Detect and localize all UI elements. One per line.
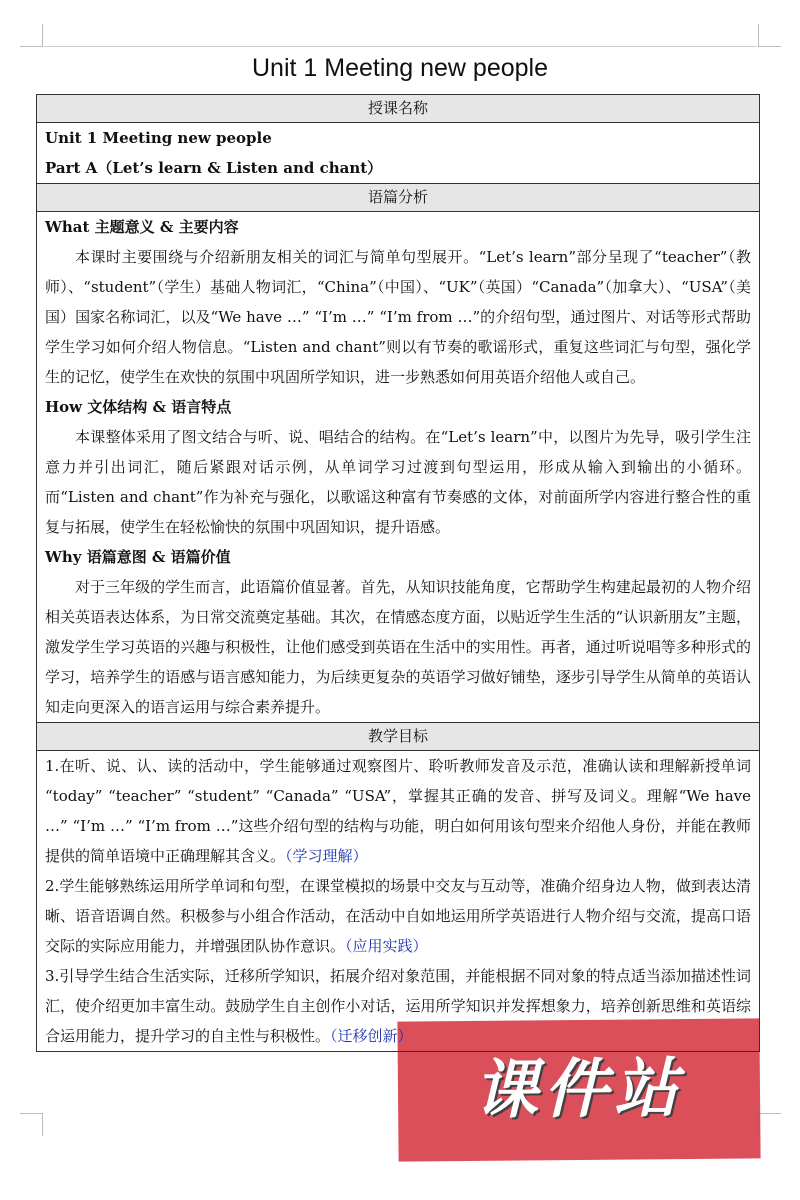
objective-tag: （学习理解） [285, 847, 368, 865]
objective-text: 3.引导学生结合生活实际，迁移所学知识，拓展介绍对象范围，并能根据不同对象的特点适当添加描述性词汇，使介绍更加丰富生动。鼓励学生自主创作小对话，运用所学知识并发挥想象力，培养创新思维和英语综合运用能力，提升学习的自主性与积极性。 [45, 967, 751, 1045]
objectives-cell [37, 751, 760, 1052]
objective-item [45, 871, 751, 961]
text-analysis-cell [37, 212, 760, 723]
lesson-name-cell [37, 123, 760, 184]
page-corner-mark [758, 24, 781, 47]
objective-text: 1.在听、说、认、读的活动中，学生能够通过观察图片、聆听教师发音及示范，准确认读和理解新授单词 “today” “teacher” “student” “Canada” “USA”，掌握其正确的发音、拼写及词义。理解“We have …” “I’m …” “I’m from …”这些介绍句型的结构与功能，明白如何用该句型来介绍他人身份，并能在教师提供的简单语境中正确理解其含义。 [45, 757, 751, 865]
section-header-objectives: 教学目标 [37, 723, 760, 751]
objective-text: 2.学生能够熟练运用所学单词和句型，在课堂模拟的场景中交友与互动等，准确介绍身边人物，做到表达清晰、语音语调自然。积极参与小组合作活动，在活动中自如地运用所学英语进行人物介绍与交流，提高口语交际的实际应用能力，并增强团队协作意识。 [45, 877, 751, 955]
why-heading: Why 语篇意图 & 语篇价值 [45, 548, 231, 566]
how-heading: How 文体结构 & 语言特点 [45, 398, 232, 416]
objective-tag: （迁移创新） [330, 1027, 413, 1045]
lesson-unit: Unit 1 Meeting new people [45, 129, 272, 147]
page-corner-mark [20, 1113, 43, 1136]
what-body: 本课时主要围绕与介绍新朋友相关的词汇与简单句型展开。“Let’s learn”部分呈现了“teacher”（教师）、“student”（学生）基础人物词汇，“China”（中国）、“UK”（英国）“Canada”（加拿大）、“USA”（美国）国家名称词汇，以及“We have …” “I’m …” “I’m from …”的介绍句型，通过图片、对话等形式帮助学生学习如何介绍人物信息。“Listen and chant”则以有节奏的歌谣形式，重复这些词汇与句型，强化学生的记忆，使学生在欢快的氛围中巩固所学知识，进一步熟悉如何用英语介绍他人或自己。 [45, 248, 751, 386]
why-body: 对于三年级的学生而言，此语篇价值显著。首先，从知识技能角度，它帮助学生构建起最初的人物介绍相关英语表达体系，为日常交流奠定基础。其次，在情感态度方面，以贴近学生生活的“认识新朋友”主题，激发学生学习英语的兴趣与积极性，让他们感受到英语在生活中的实用性。再者，通过听说唱等多种形式的学习，培养学生的语感与语言感知能力，为后续更复杂的英语学习做好铺垫，逐步引导学生从简单的英语认知走向更深入的语言运用与综合素养提升。 [45, 578, 751, 716]
objective-item [45, 961, 751, 1051]
page-corner-mark [758, 1113, 781, 1136]
how-body: 本课整体采用了图文结合与听、说、唱结合的结构。在“Let’s learn”中，以图片为先导，吸引学生注意力并引出词汇，随后紧跟对话示例，从单词学习过渡到句型运用，形成从输入到输出的小循环。而“Listen and chant”作为补充与强化，以歌谣这种富有节奏感的文体，对前面所学内容进行整合性的重复与拓展，使学生在轻松愉快的氛围中巩固知识，提升语感。 [45, 428, 751, 536]
document-title: Unit 1 Meeting new people [251, 54, 549, 82]
what-heading: What 主题意义 & 主要内容 [45, 218, 239, 236]
lesson-plan-table [36, 94, 760, 1052]
page-corner-mark [20, 24, 43, 47]
lesson-part: Part A（Let’s learn & Listen and chant） [45, 159, 383, 177]
section-header-text-analysis: 语篇分析 [37, 184, 760, 212]
section-header-lesson-name: 授课名称 [37, 95, 760, 123]
watermark-text: 课件站 [473, 1052, 685, 1128]
objective-item [45, 751, 751, 871]
page-margin-line [44, 46, 756, 47]
objective-tag: （应用实践） [345, 937, 428, 955]
